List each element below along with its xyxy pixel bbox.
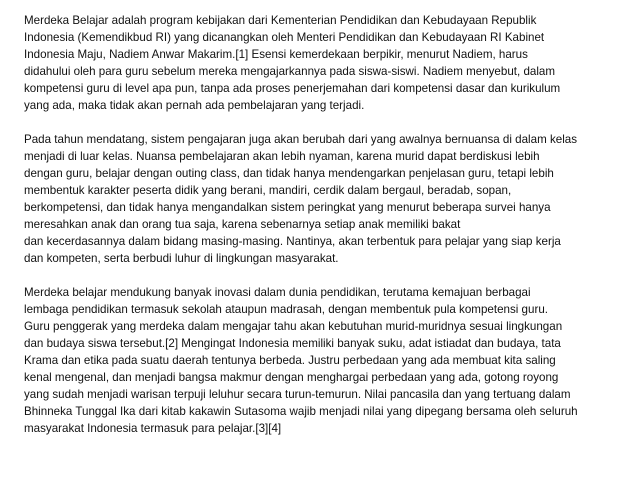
text-line: Guru penggerak yang merdeka dalam mengajar tahu akan kebutuhan murid-muridnya sesuai lingkungan	[24, 320, 563, 333]
text-line: kompetensi guru di level apa pun, tanpa ada proses penerjemahan dari kompetensi dasar dan kurikulum	[24, 82, 561, 95]
text-line: dan budaya siswa tersebut.[2] Mengingat Indonesia memiliki banyak suku, adat istiadat dan budaya, tata	[24, 337, 561, 350]
text-line: Pada tahun mendatang, sistem pengajaran juga akan berubah dari yang awalnya bernuansa di dalam kelas	[24, 133, 578, 146]
text-line: berkompetensi, dan tidak hanya mengandalkan sistem peringkat yang menurut beberapa survei hanya	[24, 201, 551, 214]
text-line: lembaga pendidikan termasuk sekolah ataupun madrasah, dengan membentuk pula kompetensi guru.	[24, 303, 548, 316]
text-line: Bhinneka Tunggal Ika dari kitab kakawin Sutasoma wajib menjadi nilai yang dipegang bersama oleh seluruh	[24, 405, 578, 418]
text-line: masyarakat Indonesia termasuk para pelajar.[3][4]	[24, 422, 282, 435]
text-line: Indonesia Maju, Nadiem Anwar Makarim.[1] Esensi kemerdekaan berpikir, menurut Nadiem, harus	[24, 48, 528, 61]
text-line: Krama dan etika pada suatu daerah tentunya berbeda. Justru perbedaan yang ada membuat kita saling	[24, 354, 556, 367]
paragraph-1	[24, 12, 622, 114]
text-line: dan kompeten, serta berbudi luhur di lingkungan masyarakat.	[24, 252, 339, 265]
text-line: dan kecerdasannya dalam bidang masing-masing. Nantinya, akan terbentuk para pelajar yang siap kerja	[24, 235, 561, 248]
text-line: didahului oleh para guru sebelum mereka mengajarkannya pada siswa-siswi. Nadiem menyebut, dalam	[24, 65, 556, 78]
text-line: menjadi di luar kelas. Nuansa pembelajaran akan lebih nyaman, karena murid dapat berdiskusi lebih	[24, 150, 540, 163]
text-line: kenal mengenal, dan menjadi bangsa makmur dengan menghargai perbedaan yang ada, gotong royong	[24, 371, 559, 384]
text-line: Merdeka Belajar adalah program kebijakan dari Kementerian Pendidikan dan Kebudayaan Republik	[24, 14, 537, 27]
text-line: yang sudah menjadi warisan terpuji leluhur secara turun-temurun. Nilai pancasila dan yang tertuang dalam	[24, 388, 571, 401]
text-line: Indonesia (Kemendikbud RI) yang dicanangkan oleh Menteri Pendidikan dan Kebudayaan RI Kabinet	[24, 31, 545, 44]
paragraph-2	[24, 131, 622, 267]
text-line: Merdeka belajar mendukung banyak inovasi dalam dunia pendidikan, terutama kemajuan berbagai	[24, 286, 531, 299]
text-line: yang ada, maka tidak akan pernah ada pembelajaran yang terjadi.	[24, 99, 365, 112]
paragraph-3	[24, 284, 622, 437]
text-line: membentuk karakter peserta didik yang berani, mandiri, cerdik dalam bergaul, beradab, sopan,	[24, 184, 512, 197]
text-line: meresahkan anak dan orang tua saja, karena sebenarnya setiap anak memiliki bakat	[24, 218, 461, 231]
text-line: dengan guru, belajar dengan outing class, dan tidak hanya mendengarkan penjelasan guru, tetapi lebih	[24, 167, 554, 180]
